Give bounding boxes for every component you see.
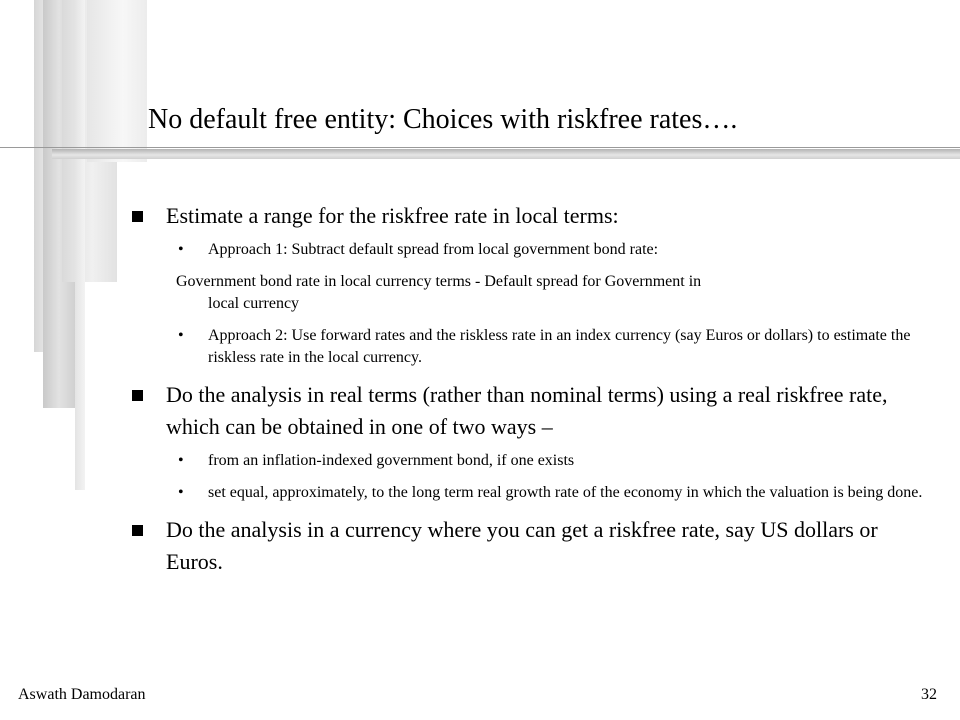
- dot-bullet-icon: •: [178, 327, 184, 344]
- title-divider-bar: [52, 149, 960, 159]
- sub-bullet-item: [128, 239, 928, 261]
- sub-bullet-text: from an inflation-indexed government bond, if one exists: [208, 452, 575, 469]
- slide-body: [128, 200, 928, 585]
- slide-title: No default free entity: Choices with riskfree rates….: [148, 104, 738, 135]
- decorative-bar: [87, 0, 147, 162]
- sub-bullet-text: set equal, approximately, to the long term real growth rate of the economy in which the valuation is being done.: [208, 484, 923, 501]
- sub-bullet-text: Approach 1: Subtract default spread from local government bond rate:: [208, 241, 659, 258]
- bullet-text: Do the analysis in a currency where you can get a riskfree rate, say US dollars or Euros.: [166, 517, 878, 574]
- footer-author: Aswath Damodaran: [18, 686, 146, 703]
- bullet-item: [128, 200, 928, 232]
- page-number: 32: [921, 686, 937, 703]
- bullet-item: [128, 514, 928, 578]
- bullet-text: Estimate a range for the riskfree rate in local terms:: [166, 203, 619, 228]
- bullet-text: Do the analysis in real terms (rather than nominal terms) using a real riskfree rate, which can be obtained in one of two ways –: [166, 382, 888, 439]
- sub-bullet-item: [128, 325, 928, 369]
- sub-bullet-item: [128, 450, 928, 472]
- dot-bullet-icon: •: [178, 452, 184, 469]
- formula-text: [128, 271, 928, 315]
- square-bullet-icon: [132, 525, 143, 536]
- bullet-item: [128, 379, 928, 443]
- dot-bullet-icon: •: [178, 241, 184, 258]
- square-bullet-icon: [132, 390, 143, 401]
- formula-line: Government bond rate in local currency terms - Default spread for Government in: [176, 273, 702, 290]
- square-bullet-icon: [132, 211, 143, 222]
- sub-bullet-item: [128, 482, 928, 504]
- sub-bullet-text: Approach 2: Use forward rates and the riskless rate in an index currency (say Euros or dollars) to estimate the riskless rate in the local currency.: [208, 327, 911, 366]
- formula-line: local currency: [208, 295, 300, 312]
- decorative-bar: [75, 0, 85, 490]
- dot-bullet-icon: •: [178, 484, 184, 501]
- title-divider: [0, 147, 960, 148]
